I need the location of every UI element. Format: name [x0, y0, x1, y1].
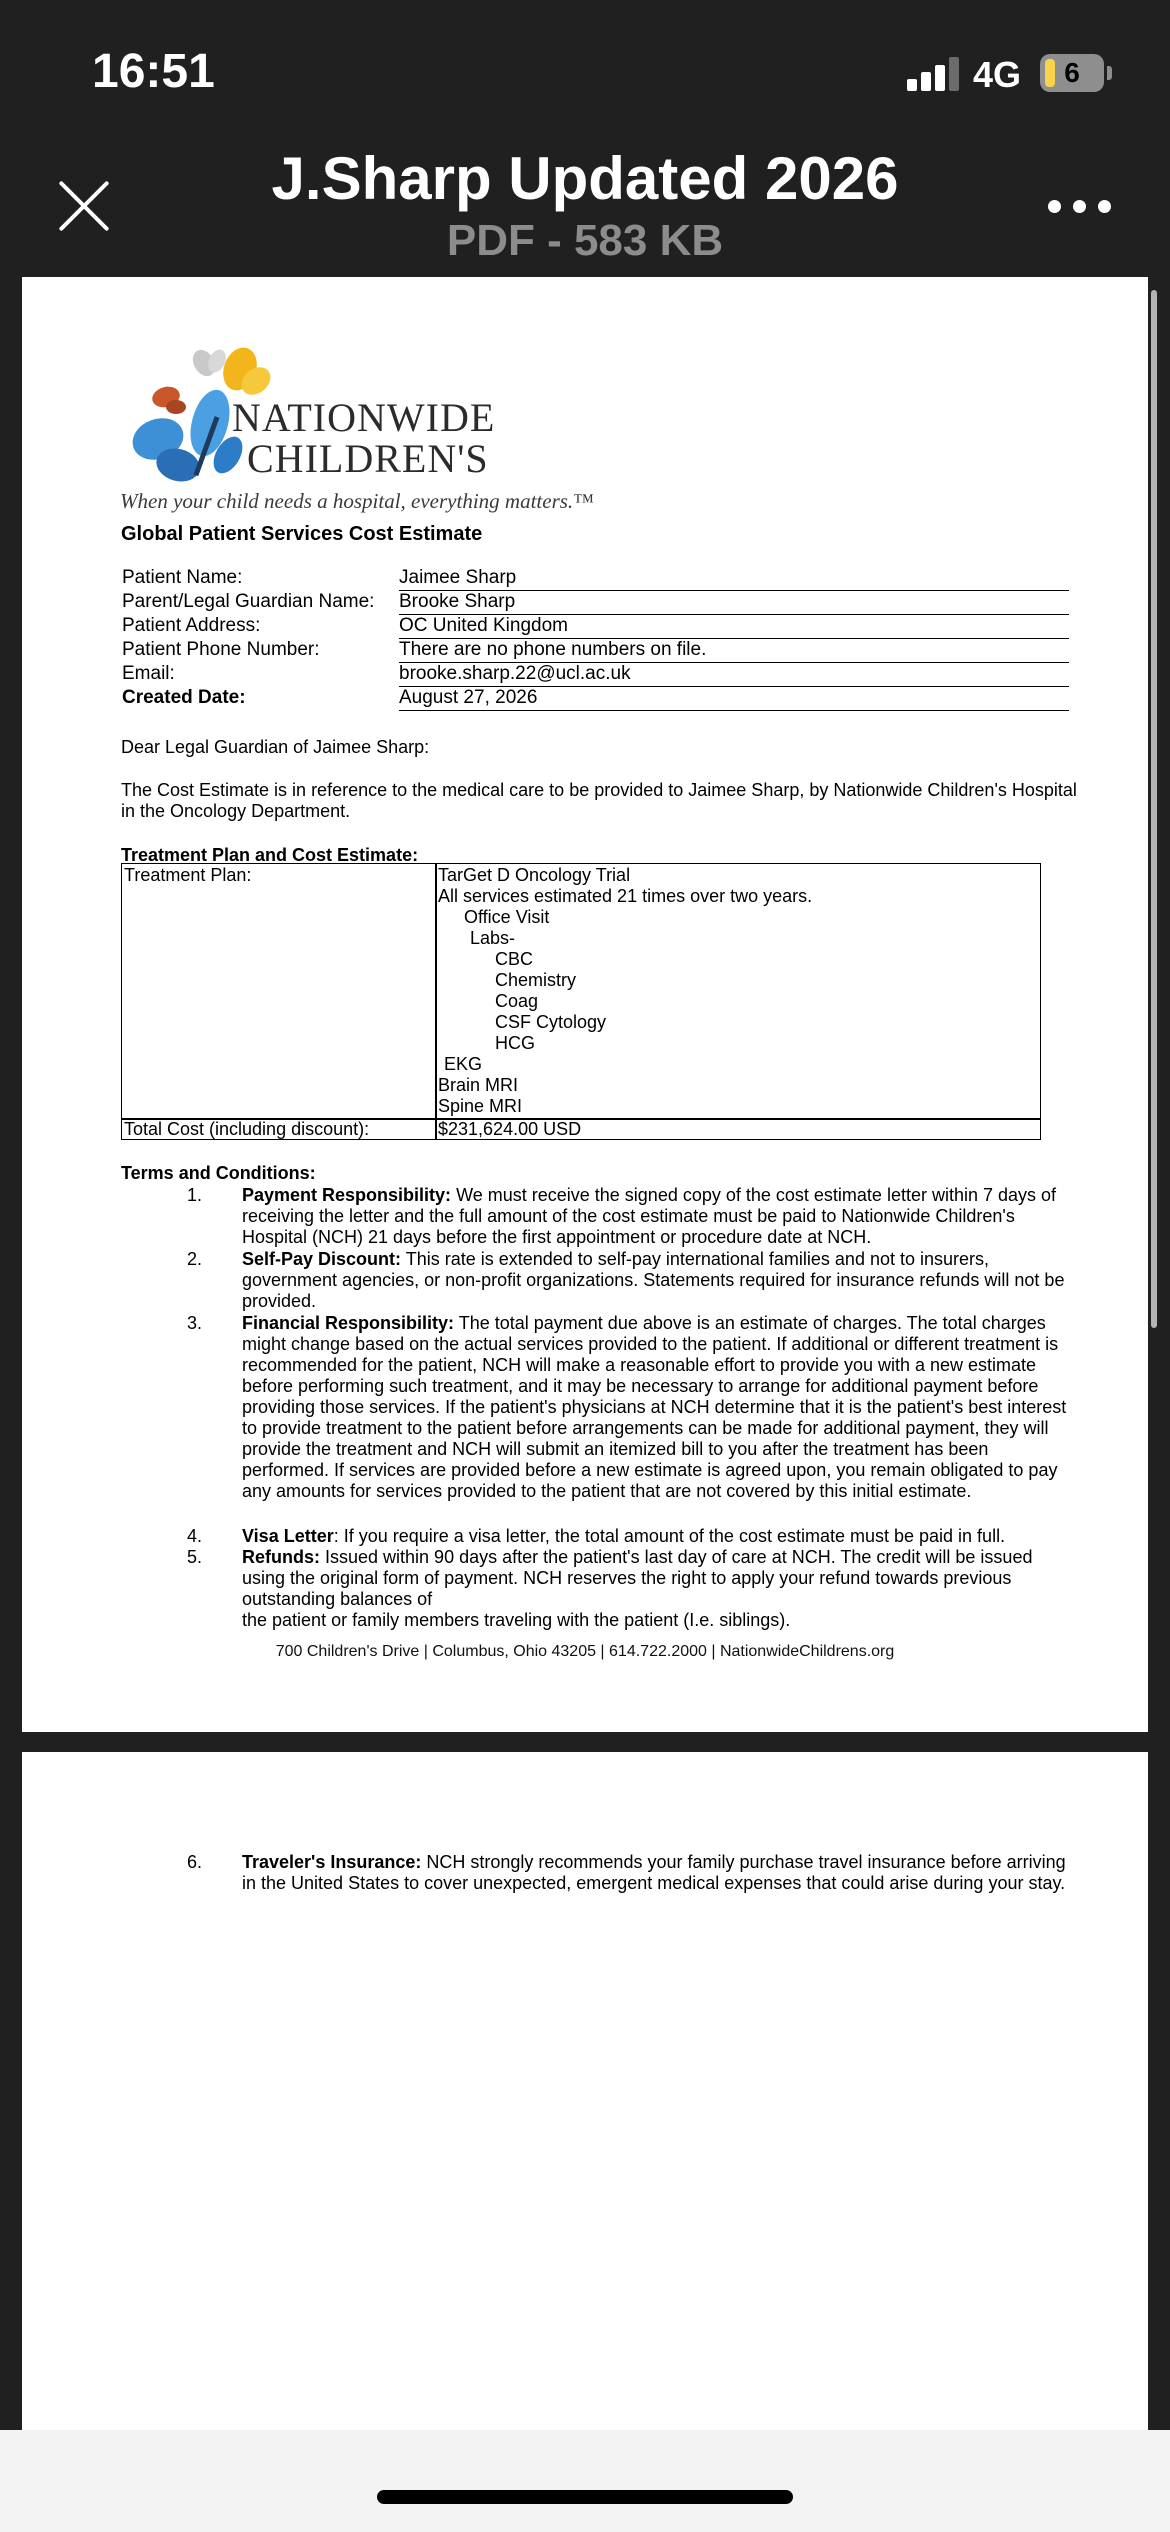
- battery-tip: [1107, 66, 1112, 80]
- treatment-line: Spine MRI: [438, 1096, 523, 1116]
- term-title: Payment Responsibility:: [242, 1185, 452, 1205]
- treatment-line: CBC: [495, 949, 534, 969]
- total-label: Total Cost (including discount):: [124, 1119, 370, 1139]
- term-title: Financial Responsibility:: [242, 1313, 455, 1333]
- term-text: : If you require a visa letter, the total amount of the cost estimate must be paid in full.: [333, 1526, 1006, 1546]
- term-number: 1.: [187, 1185, 203, 1205]
- treatment-line: TarGet D Oncology Trial: [438, 865, 631, 885]
- term-number: 2.: [187, 1249, 203, 1269]
- bottom-safe-area: [0, 2430, 1170, 2532]
- treatment-line: Office Visit: [464, 907, 550, 927]
- pdf-page-1[interactable]: [22, 277, 1148, 1732]
- term-body: [242, 1185, 1072, 1248]
- term-title: Self-Pay Discount:: [242, 1249, 402, 1269]
- treatment-table: [121, 863, 1041, 1140]
- field-label: Email:: [122, 663, 175, 684]
- treatment-label: Treatment Plan:: [124, 865, 252, 885]
- term-body: [242, 1249, 1072, 1312]
- document-heading: Global Patient Services Cost Estimate: [121, 523, 483, 545]
- intro-paragraph: The Cost Estimate is in reference to the medical care to be provided to Jaimee Sharp, by Nationwide Children's Hospital in the Oncology Department.: [121, 780, 1077, 821]
- treatment-line: EKG: [444, 1054, 483, 1074]
- field-value: August 27, 2026: [399, 687, 1069, 711]
- battery-icon: [1040, 54, 1104, 92]
- term-item: [187, 1185, 1067, 1249]
- battery-level: 6: [1064, 57, 1080, 88]
- term-body: [242, 1313, 1072, 1502]
- network-type: 4G: [973, 54, 1022, 95]
- term-text: We must receive the signed copy of the cost estimate letter within 7 days of receiving the letter and the full amount of the cost estimate must be paid to Nationwide Children's Hospital (NCH) 21 days before the first appointment or procedure date at NCH.: [242, 1185, 1057, 1247]
- treatment-line: Coag: [495, 991, 539, 1011]
- footer-address: 700 Children's Drive | Columbus, Ohio 43205 | 614.722.2000 | NationwideChildrens.org: [275, 1643, 895, 1660]
- field-label: Created Date:: [122, 687, 246, 708]
- salutation: Dear Legal Guardian of Jaimee Sharp:: [121, 737, 430, 757]
- scrollbar-thumb[interactable]: [1151, 290, 1157, 1328]
- brand-line-2: CHILDREN'S: [247, 436, 489, 481]
- term-text: This rate is extended to self-pay international families and not to insurers, government agencies, or non-profit organizations. Statements required for insurance refunds will not be provided.: [242, 1249, 1065, 1311]
- treatment-line: Chemistry: [495, 970, 577, 990]
- term-item: [187, 1249, 1067, 1313]
- field-value: brooke.sharp.22@ucl.ac.uk: [399, 663, 1069, 687]
- field-value: OC United Kingdom: [399, 615, 1069, 639]
- terms-heading: Terms and Conditions:: [121, 1163, 316, 1183]
- treatment-line: CSF Cytology: [495, 1012, 607, 1032]
- status-bar: [0, 0, 1170, 140]
- treatment-line: Labs-: [470, 928, 516, 948]
- field-value: There are no phone numbers on file.: [399, 639, 1069, 663]
- term-item: [187, 1526, 1067, 1547]
- document-subtitle: PDF - 583 KB: [446, 216, 724, 265]
- term-title: Refunds:: [242, 1547, 320, 1567]
- field-label: Parent/Legal Guardian Name:: [122, 591, 375, 612]
- status-time: 16:51: [92, 45, 215, 98]
- field-label: Patient Name:: [122, 567, 243, 588]
- term-body: [242, 1852, 1072, 1894]
- more-icon[interactable]: [1048, 196, 1112, 216]
- term-text: NCH strongly recommends your family purchase travel insurance before arriving in the United States to cover unexpected, emergent medical expenses that could arise during your stay.: [242, 1852, 1066, 1893]
- term-text: Issued within 90 days after the patient's last day of care at NCH. The credit will be issued using the original form of payment. NCH reserves the right to apply your refund towards previous outstanding balances of: [242, 1547, 1033, 1609]
- term-continuation: the patient or family members traveling with the patient (I.e. siblings).: [242, 1610, 791, 1630]
- term-number: 6.: [187, 1852, 203, 1872]
- home-indicator[interactable]: [377, 2490, 793, 2504]
- term-item: [187, 1547, 1067, 1633]
- term-item: [187, 1852, 1067, 1916]
- brand-tagline: When your child needs a hospital, everything matters.™: [120, 489, 594, 513]
- total-value: $231,624.00 USD: [438, 1119, 582, 1139]
- document-title: J.Sharp Updated 2026: [271, 145, 899, 212]
- pdf-page-2[interactable]: [22, 1752, 1148, 2432]
- brand-line-1: NATIONWIDE: [232, 395, 496, 440]
- term-number: 4.: [187, 1526, 203, 1546]
- treatment-line: HCG: [495, 1033, 535, 1053]
- field-label: Patient Phone Number:: [122, 639, 320, 660]
- signal-icon: [907, 57, 959, 91]
- term-body: [242, 1547, 1072, 1631]
- term-number: 5.: [187, 1547, 203, 1567]
- term-number: 3.: [187, 1313, 203, 1333]
- treatment-line: Brain MRI: [438, 1075, 519, 1095]
- treatment-heading: Treatment Plan and Cost Estimate:: [121, 845, 419, 865]
- term-item: [187, 1313, 1067, 1525]
- field-value: Brooke Sharp: [399, 591, 1069, 615]
- term-body: [242, 1526, 1072, 1547]
- field-label: Patient Address:: [122, 615, 261, 636]
- field-value: Jaimee Sharp: [399, 567, 1069, 591]
- term-title: Traveler's Insurance:: [242, 1852, 422, 1872]
- term-title: Visa Letter: [242, 1526, 334, 1546]
- term-text: The total payment due above is an estimate of charges. The total charges might change based on the actual services provided to the patient. If additional or different treatment is recommended for the patient, NCH will make a reasonable effort to provide you with a new estimate before performing such treatment, and it may be necessary to arrange for additional payment before providing those services. If the patient's physicians at NCH determine that it is the patient's best interest to provide treatment to the patient before arrangements can be made for additional payment, they will provide the treatment and NCH will submit an itemized bill to you after the treatment has been performed. If services are provided before a new estimate is agreed upon, you remain obligated to pay any amounts for services provided to the patient that are not covered by this initial estimate.: [242, 1313, 1067, 1501]
- treatment-line: All services estimated 21 times over two years.: [438, 886, 813, 906]
